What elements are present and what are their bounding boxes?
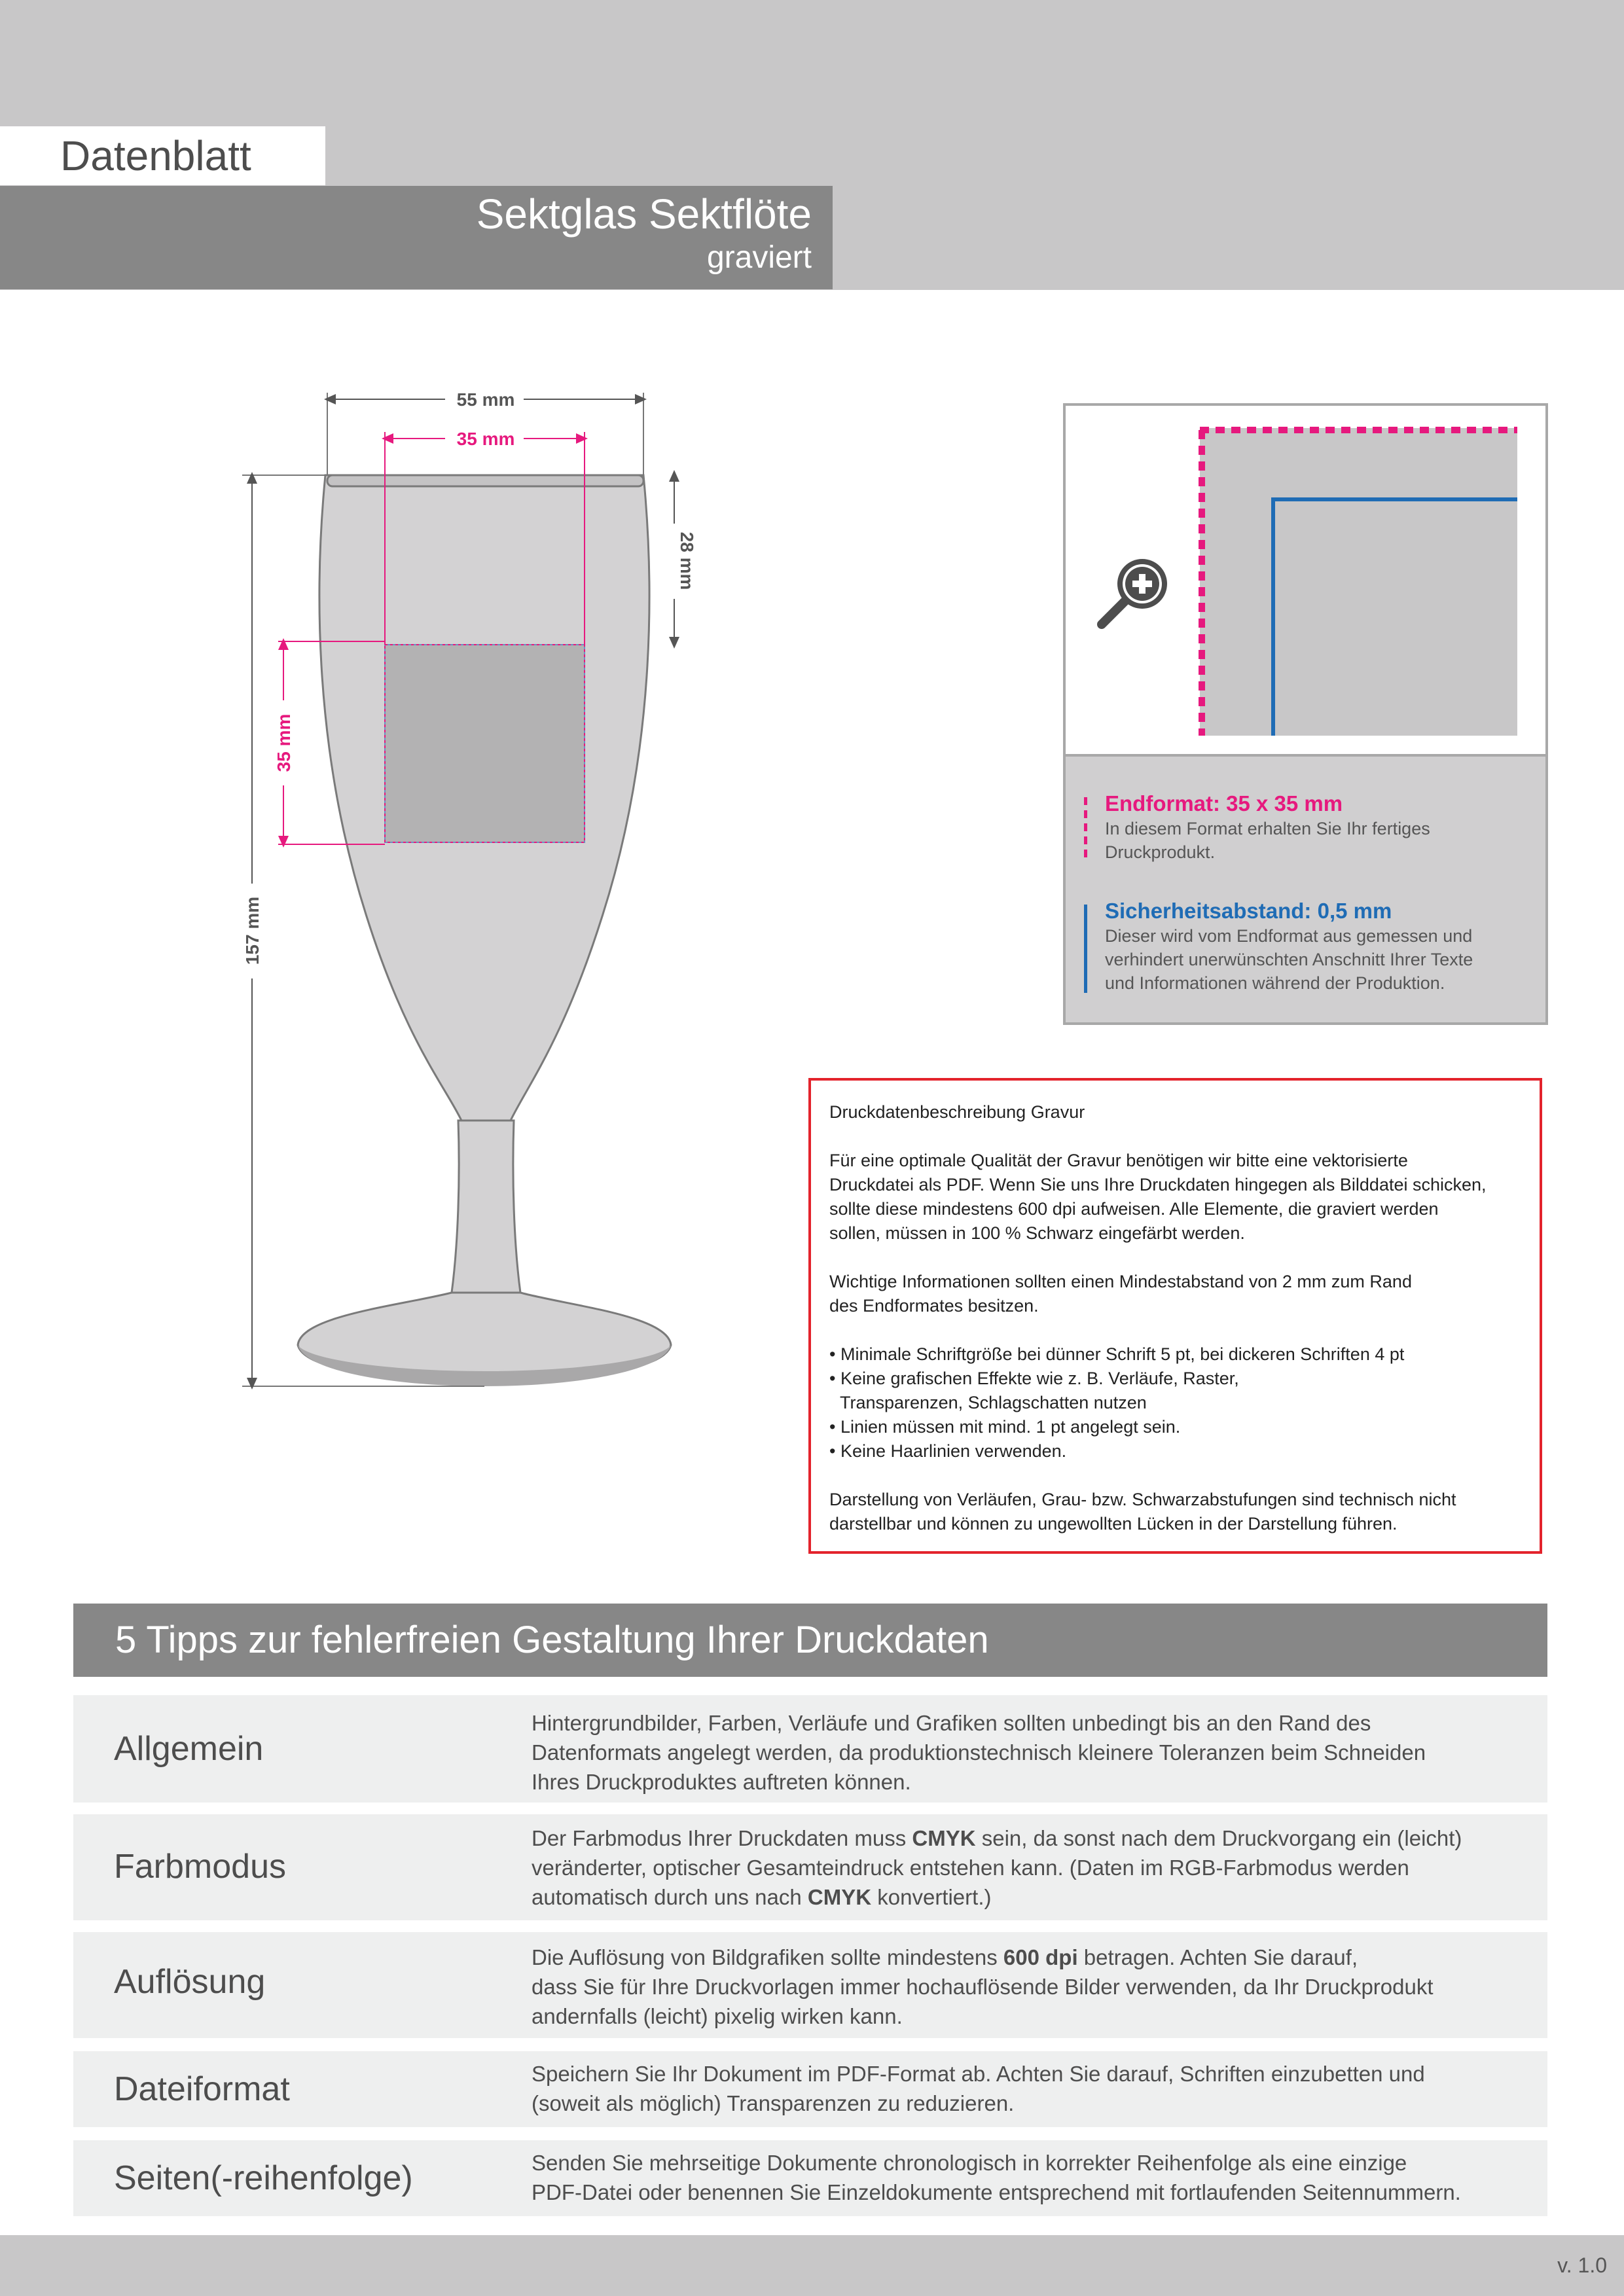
product-title: Sektglas Sektflöte xyxy=(476,190,812,238)
description-title: Druckdatenbeschreibung Gravur xyxy=(829,1102,1085,1122)
safety-marker xyxy=(1084,905,1087,993)
description-line: sollte diese mindestens 600 dpi aufweisen. Alle Elemente, die graviert werden xyxy=(829,1199,1439,1219)
doc-type-label: Datenblatt xyxy=(0,126,325,185)
tip-text xyxy=(532,1708,1533,1797)
description-line: Darstellung von Verläufen, Grau- bzw. Schwarzabstufungen sind technisch nicht xyxy=(829,1490,1456,1509)
tip-row-seitenreihenfolge xyxy=(73,2140,1547,2216)
description-line: Wichtige Informationen sollten einen Mindestabstand von 2 mm zum Rand xyxy=(829,1272,1412,1291)
cmyk-emphasis: CMYK xyxy=(807,1885,872,1909)
tip-row-aufloesung xyxy=(73,1932,1547,2038)
description-line: des Endformates besitzen. xyxy=(829,1296,1039,1316)
print-area xyxy=(385,645,585,842)
tip-text xyxy=(532,2148,1533,2207)
tip-label: Dateiformat xyxy=(114,2070,290,2108)
dpi-emphasis: 600 dpi xyxy=(1003,1945,1078,1969)
safety-text-line: Dieser wird vom Endformat aus gemessen und xyxy=(1105,926,1473,946)
tip-text-line: PDF-Datei oder benennen Sie Einzeldokumente entsprechend mit fortlaufenden Seitennummern. xyxy=(532,2180,1461,2204)
tip-row-farbmodus xyxy=(73,1814,1547,1920)
zoom-detail-graphic xyxy=(1066,406,1545,754)
print-data-description xyxy=(808,1078,1542,1554)
tip-row-allgemein xyxy=(73,1695,1547,1803)
glass-drawing xyxy=(0,290,707,1416)
glass-rim xyxy=(327,475,643,486)
description-bullet: • Keine Haarlinien verwenden. xyxy=(829,1441,1067,1461)
tip-text xyxy=(532,1943,1533,2031)
tip-text-line: Der Farbmodus Ihrer Druckdaten muss CMYK sein, da sonst nach dem Druckvorgang ein (leicht) xyxy=(532,1826,1462,1850)
tip-text-line: Die Auflösung von Bildgrafiken sollte mindestens 600 dpi betragen. Achten Sie darauf, xyxy=(532,1945,1358,1969)
footer-band xyxy=(0,2235,1624,2296)
zoom-plus-icon xyxy=(1102,559,1167,624)
endformat-title: Endformat: 35 x 35 mm xyxy=(1105,791,1343,816)
description-bullet: • Keine grafischen Effekte wie z. B. Verläufe, Raster, xyxy=(829,1369,1239,1388)
tip-label: Auflösung xyxy=(114,1963,266,2001)
tip-text-line: Speichern Sie Ihr Dokument im PDF-Format ab. Achten Sie darauf, Schriften einzubetten und xyxy=(532,2062,1425,2086)
top-offset-label: 28 mm xyxy=(677,531,697,590)
tip-label: Seiten(-reihenfolge) xyxy=(114,2159,413,2197)
version-label: v. 1.0 xyxy=(1557,2253,1607,2277)
safety-text-line: verhindert unerwünschten Anschnitt Ihrer Texte xyxy=(1105,950,1473,969)
legend-endformat xyxy=(1105,791,1524,864)
zoom-print-area xyxy=(1200,428,1517,736)
product-title-box xyxy=(0,186,833,289)
description-bullet: • Minimale Schriftgröße bei dünner Schrift 5 pt, bei dickeren Schriften 4 pt xyxy=(829,1344,1405,1364)
safety-text-line: und Informationen während der Produktion. xyxy=(1105,973,1445,993)
cmyk-emphasis: CMYK xyxy=(912,1826,976,1850)
tip-text-line: automatisch durch uns nach CMYK konvertiert.) xyxy=(532,1885,992,1909)
width-dimension-label: 55 mm xyxy=(456,389,515,410)
tip-label: Farbmodus xyxy=(114,1848,286,1886)
tips-header: 5 Tipps zur fehlerfreien Gestaltung Ihrer Druckdaten xyxy=(73,1604,1547,1677)
print-width-label: 35 mm xyxy=(456,429,515,449)
zoom-legend xyxy=(1066,754,1545,1022)
tip-text-line: dass Sie für Ihre Druckvorlagen immer hochauflösende Bilder verwenden, da Ihr Druckprodukt xyxy=(532,1975,1434,1999)
tip-text-line: andernfalls (leicht) pixelig wirken kann. xyxy=(532,2004,903,2028)
tip-text xyxy=(532,2059,1533,2118)
description-line: Für eine optimale Qualität der Gravur benötigen wir bitte eine vektorisierte xyxy=(829,1151,1408,1170)
tip-text-line: Senden Sie mehrseitige Dokumente chronologisch in korrekter Reihenfolge als eine einzige xyxy=(532,2151,1407,2175)
tip-text-line: (soweit als möglich) Transparenzen zu reduzieren. xyxy=(532,2091,1015,2115)
tip-text-line: Datenformats angelegt werden, da produktionstechnisch kleinere Toleranzen beim Schneiden xyxy=(532,1740,1426,1765)
endformat-text-line: In diesem Format erhalten Sie Ihr fertiges xyxy=(1105,819,1430,838)
description-bullet: • Linien müssen mit mind. 1 pt angelegt sein. xyxy=(829,1417,1181,1437)
description-bullet: Transparenzen, Schlagschatten nutzen xyxy=(840,1393,1147,1412)
product-subtitle: graviert xyxy=(706,240,812,275)
description-line: darstellbar und können zu ungewollten Lücken in der Darstellung führen. xyxy=(829,1514,1398,1534)
endformat-marker xyxy=(1084,797,1087,860)
legend-safety xyxy=(1105,898,1524,995)
description-line: Druckdatei als PDF. Wenn Sie uns Ihre Druckdaten hingegen als Bilddatei schicken, xyxy=(829,1175,1487,1194)
safety-title: Sicherheitsabstand: 0,5 mm xyxy=(1105,899,1392,923)
tip-text-line: Ihres Druckproduktes auftreten können. xyxy=(532,1770,911,1794)
tip-text xyxy=(532,1823,1533,1912)
tip-text-line: Hintergrundbilder, Farben, Verläufe und Grafiken sollten unbedingt bis an den Rand des xyxy=(532,1711,1371,1735)
description-line: sollen, müssen in 100 % Schwarz eingefärbt werden. xyxy=(829,1223,1245,1243)
tip-row-dateiformat xyxy=(73,2051,1547,2127)
total-height-label: 157 mm xyxy=(242,896,262,965)
tip-text-line: veränderter, optischer Gesamteindruck entstehen kann. (Daten im RGB-Farbmodus werden xyxy=(532,1856,1409,1880)
glass-stem xyxy=(452,1121,520,1293)
endformat-text-line: Druckprodukt. xyxy=(1105,842,1216,862)
tip-label: Allgemein xyxy=(114,1730,264,1768)
print-height-label: 35 mm xyxy=(274,713,294,772)
